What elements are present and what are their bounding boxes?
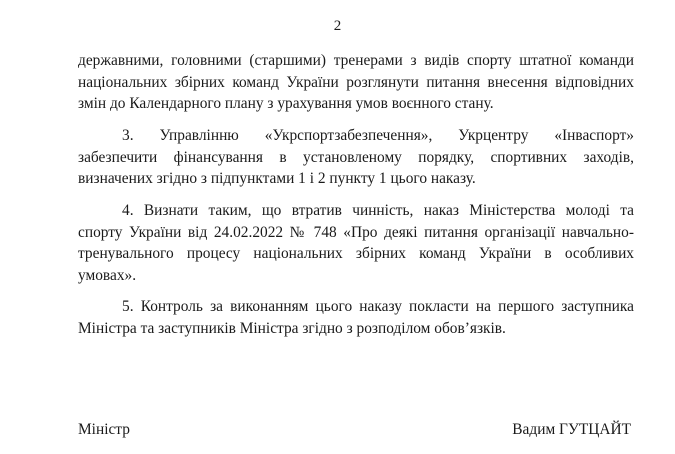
paragraph-line: спорту України від 24.02.2022 № 748 «Про деякі питання організації навчально-	[78, 223, 634, 241]
paragraph-line: забезпечити фінансування в установленому порядку, спортивних заходів,	[78, 148, 634, 166]
paragraph-line: державними, головними (старшими) тренерами з видів спорту штатної команди	[78, 52, 634, 69]
paragraph-line: національних збірних команд України розглянути питання внесення відповідних	[78, 73, 634, 91]
signatory-name: Вадим ГУТЦАЙТ	[512, 421, 631, 438]
page-number: 2	[333, 18, 342, 34]
paragraph-item-5	[78, 296, 634, 339]
paragraph-item-3	[78, 125, 634, 190]
paragraph-line: умовах».	[78, 266, 137, 284]
paragraph-item-4	[78, 200, 634, 286]
signatory-title: Міністр	[78, 421, 130, 438]
paragraph-line: визначених згідно з підпунктами 1 і 2 пункту 1 цього наказу.	[78, 170, 476, 187]
paragraph-line: змін до Календарного плану з урахування умов воєнного стану.	[78, 95, 494, 112]
paragraph-line: тренувального процесу національних збірних команд України в особливих	[78, 245, 634, 262]
paragraph-line: Міністра та заступників Міністра згідно з розподілом обов’язків.	[78, 319, 506, 337]
paragraph-continuation	[78, 50, 634, 115]
paragraph-line: 3. Управлінню «Укрспортзабезпечення», Укрцентру «Інваспорт»	[122, 127, 634, 144]
paragraph-line: 4. Визнати таким, що втратив чинність, наказ Міністерства молоді та	[122, 202, 634, 219]
paragraph-line: 5. Контроль за виконанням цього наказу покласти на першого заступника	[122, 298, 634, 315]
